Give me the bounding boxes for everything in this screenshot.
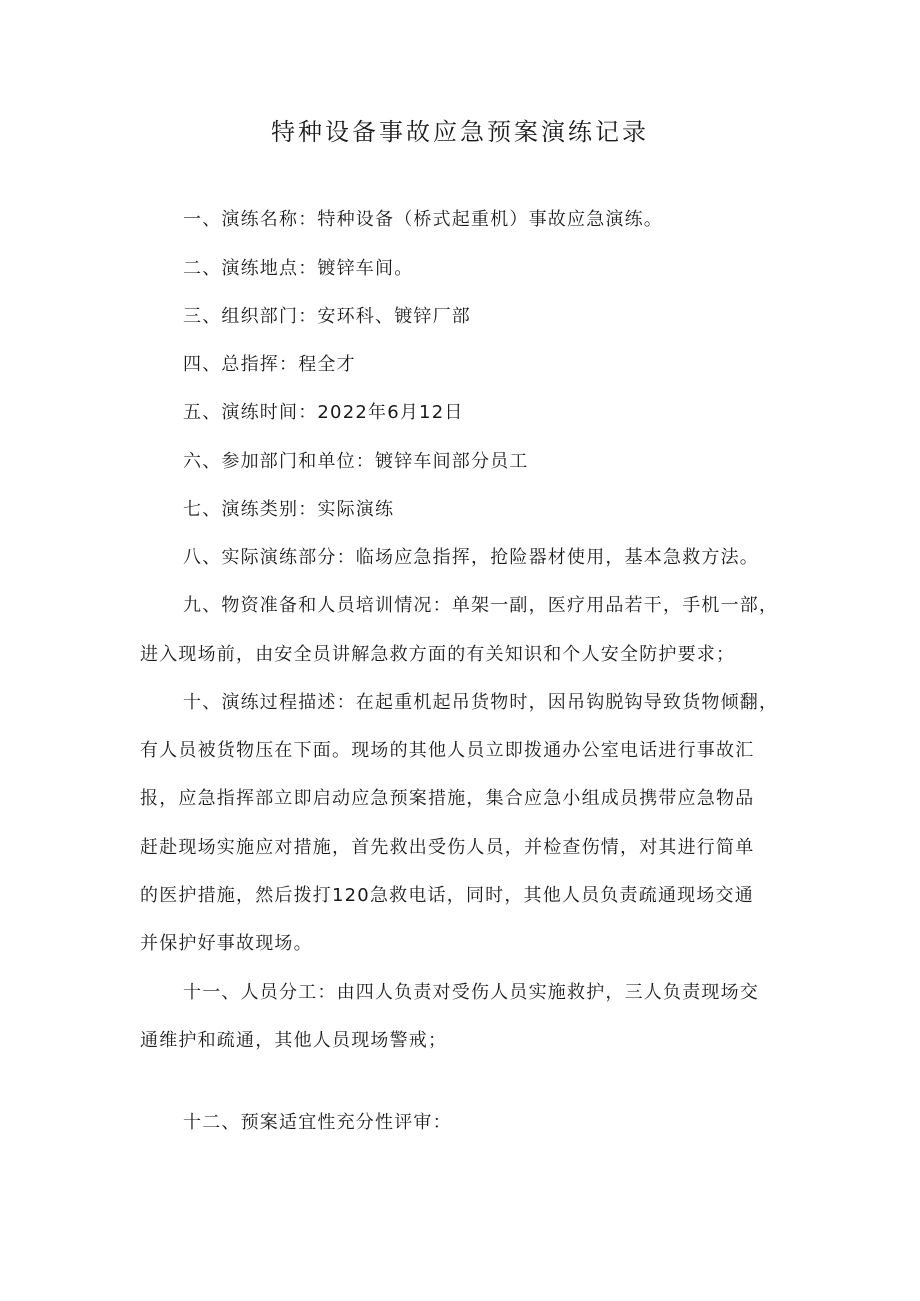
item-10-line-5: 的医护措施，然后拨打120急救电话，同时，其他人员负责疏通现场交通: [140, 885, 754, 906]
item-10-line-2: 有人员被货物压在下面。现场的其他人员立即拨通办公室电话进行事故汇: [140, 740, 755, 761]
item-9-line-1: 九、物资准备和人员培训情况：单架一副，医疗用品若干，手机一部，: [183, 595, 779, 616]
item-4-commander: 四、总指挥：程全才: [183, 354, 356, 375]
page-title: 特种设备事故应急预案演练记录: [271, 118, 649, 146]
item-10-line-1: 十、演练过程描述：在起重机起吊货物时，因吊钩脱钩导致货物倾翻，: [183, 692, 779, 713]
item-12-review: 十二、预案适宜性充分性评审：: [183, 1112, 452, 1133]
item-9-line-2: 进入现场前，由安全员讲解急救方面的有关知识和个人安全防护要求；: [140, 644, 736, 665]
item-3-organizer: 三、组织部门：安环科、镀锌厂部: [183, 306, 471, 327]
item-11-line-1: 十一、人员分工：由四人负责对受伤人员实施救护，三人负责现场交: [183, 982, 759, 1003]
item-10-line-3: 报，应急指挥部立即启动应急预案措施，集合应急小组成员携带应急物品: [140, 788, 755, 809]
item-7-drill-type: 七、演练类别：实际演练: [183, 499, 395, 520]
item-6-participants: 六、参加部门和单位：镀锌车间部分员工: [183, 451, 529, 472]
item-8-drill-content: 八、实际演练部分：临场应急指挥，抢险器材使用，基本急救方法。: [183, 547, 759, 568]
item-10-line-6: 并保护好事故现场。: [140, 933, 313, 954]
item-5-drill-time: 五、演练时间：2022年6月12日: [183, 402, 464, 423]
item-11-line-2: 通维护和疏通，其他人员现场警戒；: [140, 1030, 448, 1051]
item-1-drill-name: 一、演练名称：特种设备（桥式起重机）事故应急演练。: [183, 209, 663, 230]
item-10-line-4: 赶赴现场实施应对措施，首先救出受伤人员，并检查伤情，对其进行简单: [140, 837, 755, 858]
item-2-drill-location: 二、演练地点：镀锌车间。: [183, 258, 414, 279]
